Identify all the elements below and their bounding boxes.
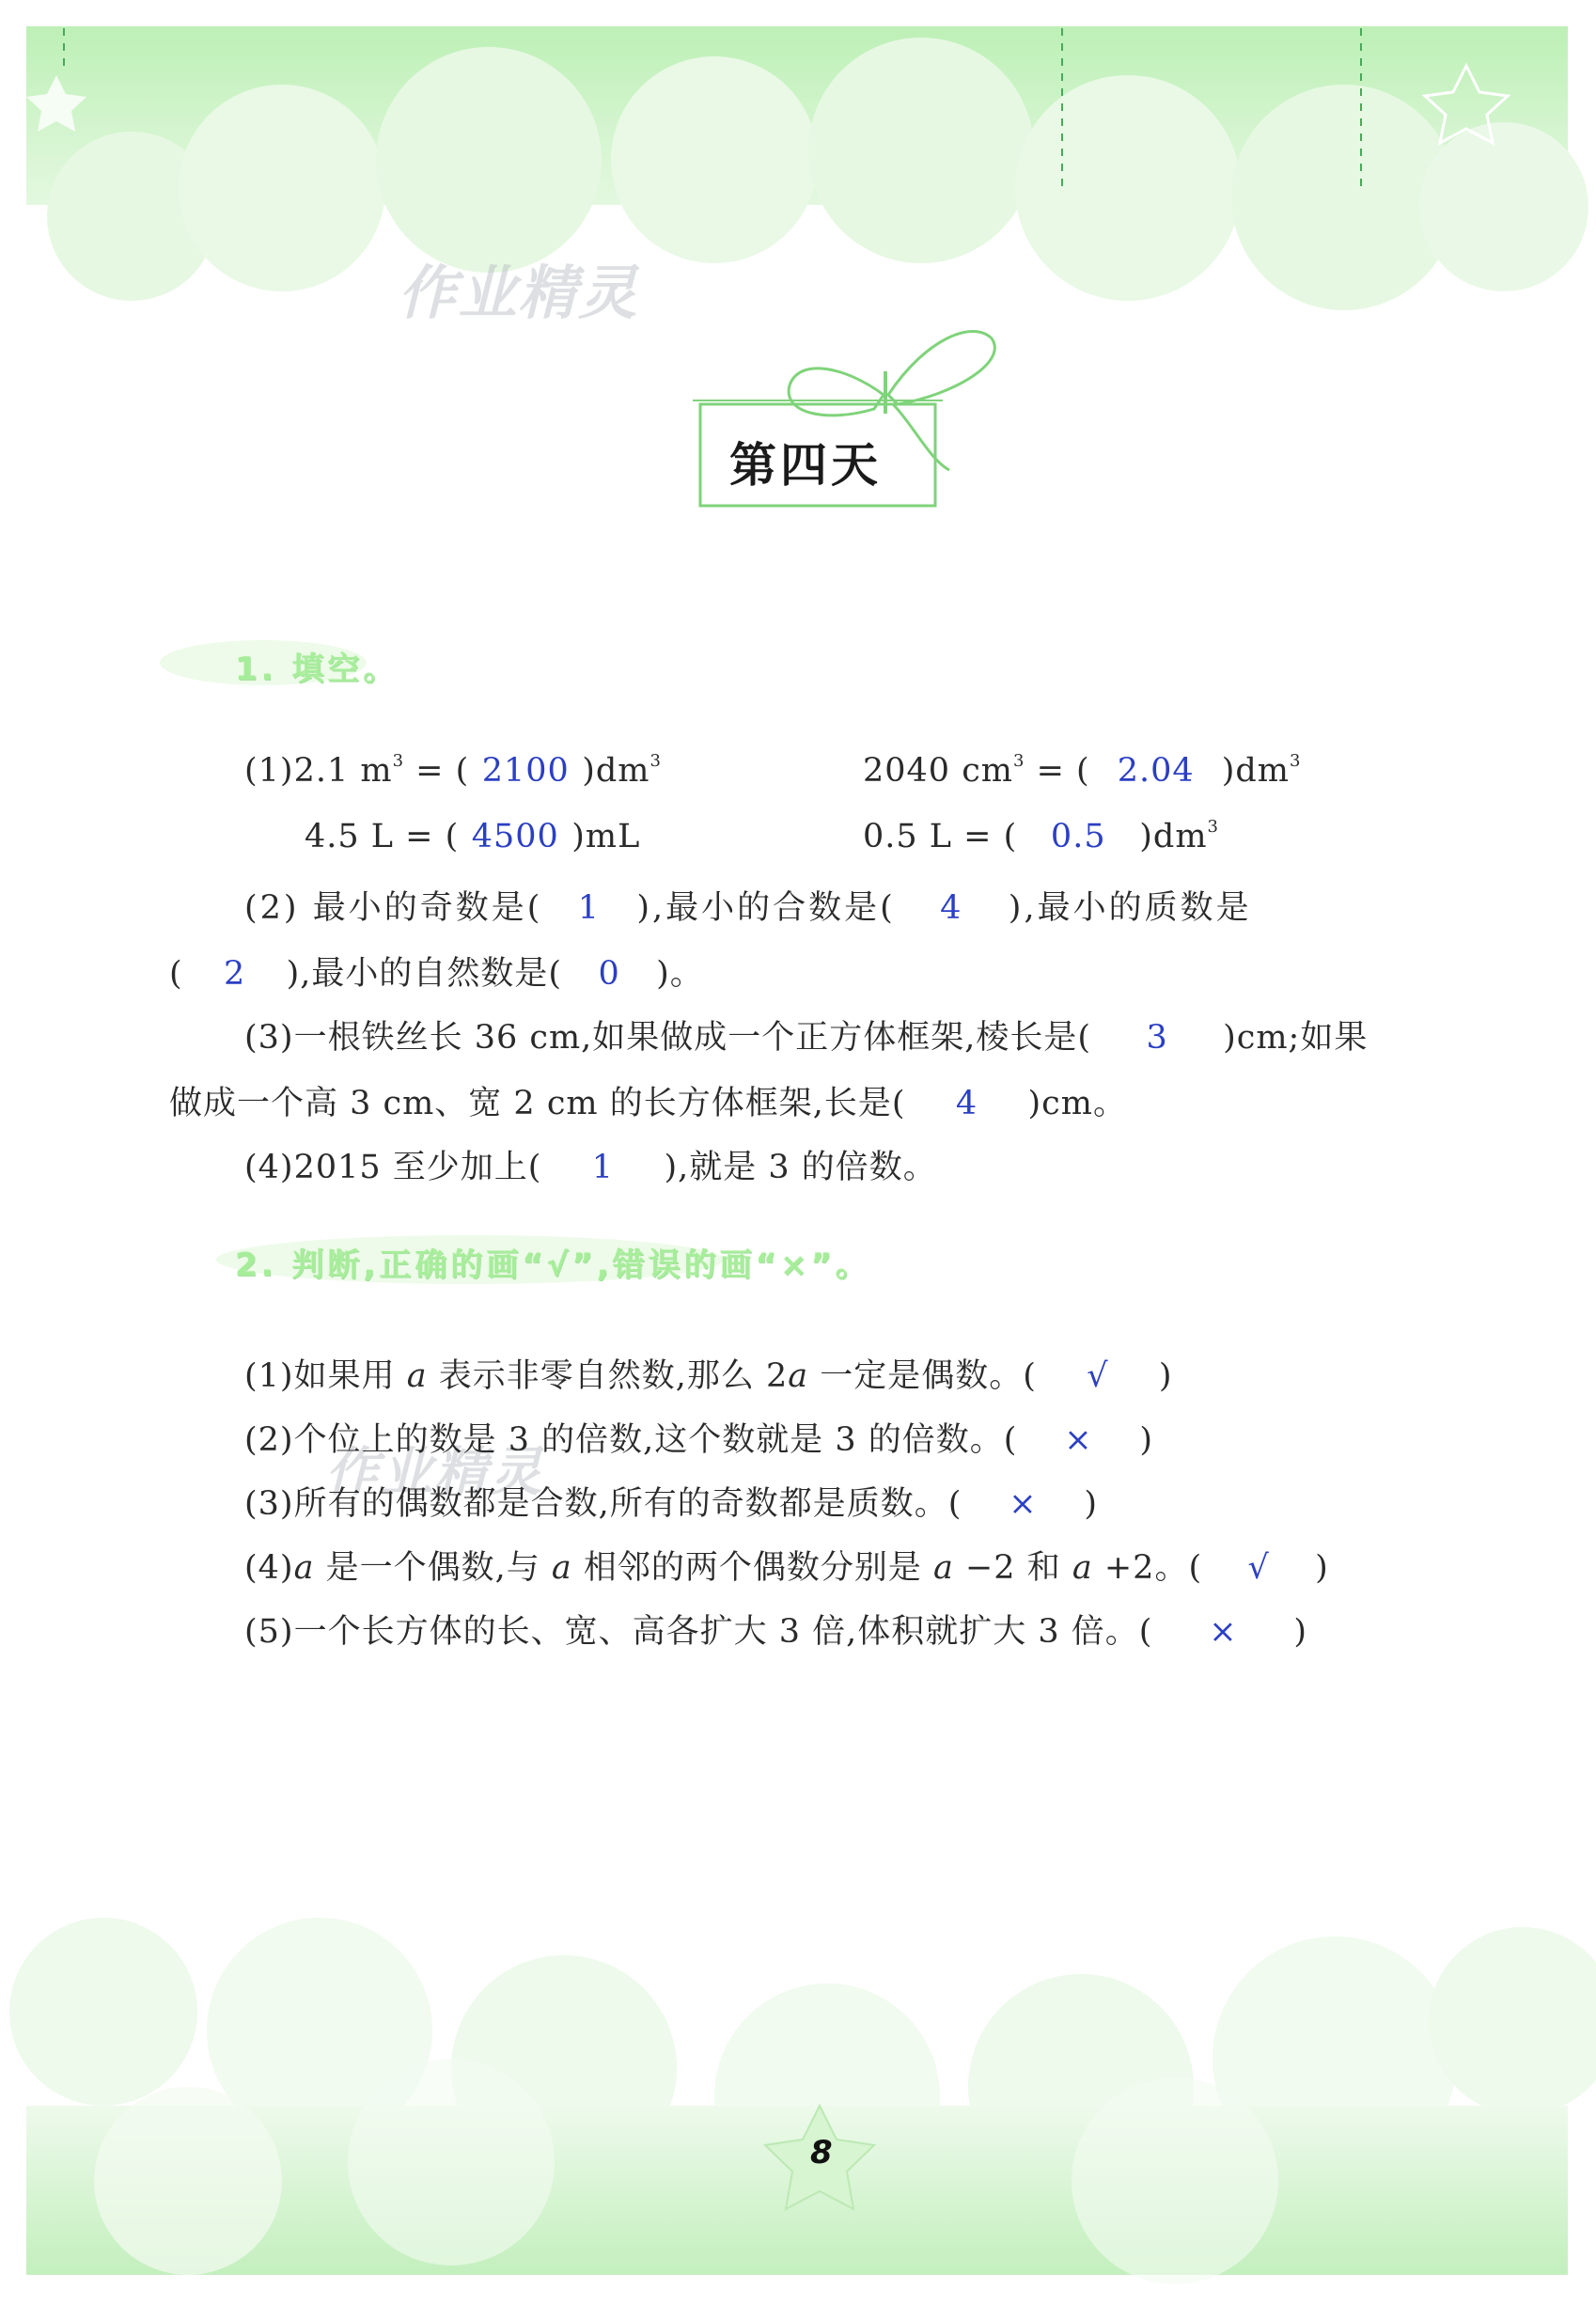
judge-item-5 bbox=[244, 1606, 1307, 1653]
judge-1-text-c: 一定是偶数。( bbox=[808, 1357, 1037, 1395]
judge-4-text-c: 相邻的两个偶数分别是 bbox=[571, 1549, 933, 1587]
watermark-middle: 作业精灵 bbox=[321, 1442, 555, 1503]
q3-part4: )cm。 bbox=[1027, 1085, 1127, 1122]
q3-part2: )cm;如果 bbox=[1223, 1019, 1369, 1057]
q1-d-post-sup: 3 bbox=[1207, 817, 1219, 837]
q2-line-1 bbox=[244, 882, 1252, 929]
q3-part3: 做成一个高 3 cm、宽 2 cm 的长方体框架,长是( bbox=[169, 1085, 906, 1122]
page-title: 第四天 bbox=[729, 438, 882, 493]
judge-4-text-a: (4) bbox=[244, 1549, 294, 1587]
judge-4-close: ) bbox=[1315, 1549, 1329, 1587]
q1-a-post: )dm bbox=[582, 752, 650, 790]
judge-1-text-b: 表示非零自然数,那么 2 bbox=[427, 1357, 789, 1395]
judge-4-var-c: a bbox=[932, 1549, 954, 1587]
q1-line-c bbox=[305, 818, 640, 855]
q3-line-1 bbox=[244, 1011, 1368, 1058]
judge-item-3 bbox=[244, 1478, 1098, 1525]
judge-1-answer: √ bbox=[1087, 1357, 1109, 1395]
judge-4-text-e: +2。( bbox=[1092, 1549, 1203, 1587]
judge-2-close: ) bbox=[1139, 1421, 1154, 1459]
judge-item-1 bbox=[244, 1350, 1173, 1397]
judge-4-answer: √ bbox=[1247, 1549, 1270, 1587]
q1-d-post: )dm bbox=[1139, 818, 1208, 855]
judge-2-text: (2)个位上的数是 3 的倍数,这个数就是 3 的倍数。( bbox=[244, 1421, 1018, 1459]
q1-a-post-sup: 3 bbox=[649, 751, 662, 771]
judge-item-4 bbox=[244, 1542, 1329, 1589]
q2-part5: ),最小的自然数是( bbox=[286, 955, 563, 993]
judge-4-text-d: −2 和 bbox=[953, 1549, 1072, 1587]
watermark-top: 作业精灵 bbox=[394, 259, 652, 327]
q1-b-answer: 2.04 bbox=[1117, 752, 1195, 790]
q1-b-mid: = ( bbox=[1025, 752, 1090, 790]
judge-1-var-b: a bbox=[788, 1357, 809, 1395]
q1-b-sup: 3 bbox=[1013, 751, 1025, 771]
q2-part4: ( bbox=[169, 955, 183, 993]
judge-5-answer: × bbox=[1209, 1613, 1238, 1651]
q3-answer-2: 4 bbox=[955, 1085, 978, 1122]
q1-line-d bbox=[863, 818, 1219, 855]
q4-part2: ),就是 3 的倍数。 bbox=[664, 1149, 937, 1186]
q2-part6: )。 bbox=[656, 955, 704, 993]
q1-c-answer: 4500 bbox=[471, 818, 559, 855]
q1-d-answer: 0.5 bbox=[1050, 818, 1106, 855]
q1-c-pre: 4.5 L = ( bbox=[305, 818, 460, 855]
q1-c-post: )mL bbox=[571, 818, 641, 855]
judge-4-text-b: 是一个偶数,与 bbox=[314, 1549, 552, 1587]
judge-5-text: (5)一个长方体的长、宽、高各扩大 3 倍,体积就扩大 3 倍。( bbox=[244, 1613, 1153, 1651]
q1-b-pre: 2040 cm bbox=[863, 752, 1013, 790]
q1-b-post-sup: 3 bbox=[1289, 751, 1302, 771]
q1-a-mid: = ( bbox=[404, 752, 470, 790]
q4-answer: 1 bbox=[591, 1149, 615, 1186]
q1-label: (1) bbox=[244, 752, 294, 790]
q2-answer-3: 2 bbox=[224, 955, 246, 993]
judge-2-answer: × bbox=[1064, 1421, 1093, 1459]
judge-4-var-d: a bbox=[1072, 1549, 1093, 1587]
judge-3-text: (3)所有的偶数都是合数,所有的奇数都是质数。( bbox=[244, 1485, 962, 1523]
q1-line-a bbox=[244, 752, 662, 790]
q1-a-answer: 2100 bbox=[481, 752, 570, 790]
section2-title: 2. 判断,正确的画“√”,错误的画“×”。 bbox=[235, 1246, 871, 1284]
q1-a-sup: 3 bbox=[392, 751, 405, 771]
page-number: 8 bbox=[810, 2134, 833, 2171]
q2-part1: (2) 最小的奇数是( bbox=[244, 889, 543, 927]
judge-5-close: ) bbox=[1293, 1613, 1308, 1651]
q1-a-pre: 2.1 m bbox=[293, 752, 393, 790]
judge-item-2 bbox=[244, 1414, 1153, 1461]
q2-part3: ),最小的质数是 bbox=[1008, 889, 1252, 927]
judge-1-close: ) bbox=[1158, 1357, 1173, 1395]
q4-line bbox=[244, 1141, 937, 1188]
q3-answer-1: 3 bbox=[1146, 1019, 1168, 1057]
section1-title: 1. 填空。 bbox=[235, 650, 399, 688]
q1-d-pre: 0.5 L = ( bbox=[863, 818, 1018, 855]
q1-b-post: )dm bbox=[1221, 752, 1290, 790]
q4-part1: (4)2015 至少加上( bbox=[244, 1149, 542, 1186]
judge-4-var-b: a bbox=[551, 1549, 572, 1587]
q2-answer-1: 1 bbox=[577, 889, 602, 927]
q2-answer-2: 4 bbox=[940, 889, 964, 927]
q2-answer-4: 0 bbox=[598, 955, 620, 993]
q1-line-b bbox=[863, 752, 1301, 790]
judge-1-text-a: (1)如果用 bbox=[244, 1357, 407, 1395]
q2-line-2 bbox=[169, 948, 704, 995]
judge-1-var-a: a bbox=[406, 1357, 428, 1395]
q3-line-2 bbox=[169, 1077, 1127, 1124]
q2-part2: ),最小的合数是( bbox=[636, 889, 896, 927]
judge-4-var-a: a bbox=[293, 1549, 315, 1587]
judge-3-close: ) bbox=[1084, 1485, 1099, 1523]
judge-3-answer: × bbox=[1009, 1485, 1038, 1523]
q3-part1: (3)一根铁丝长 36 cm,如果做成一个正方体框架,棱长是( bbox=[244, 1019, 1092, 1057]
